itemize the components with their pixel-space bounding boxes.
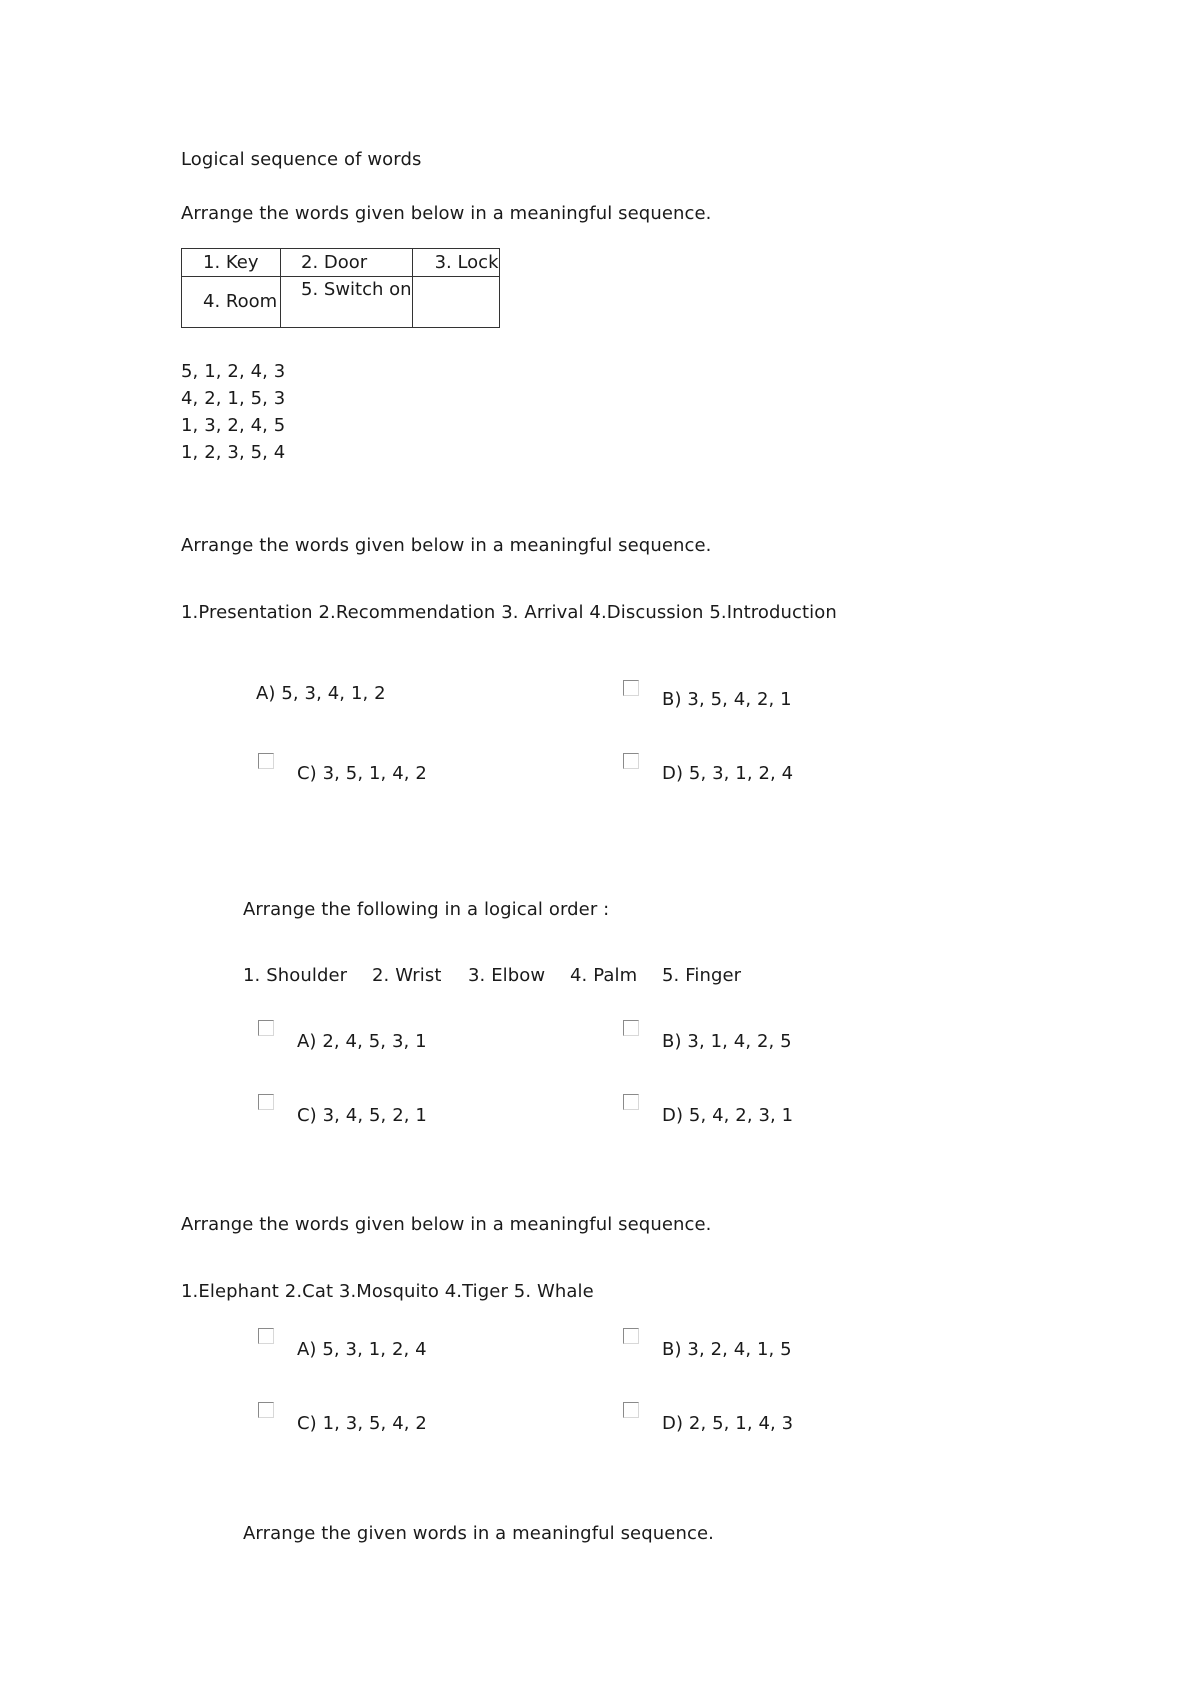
q3-option-c-checkbox[interactable] (258, 1094, 274, 1110)
q4-option-b-checkbox[interactable] (623, 1328, 639, 1344)
q1-option-2: 4, 2, 1, 5, 3 (181, 388, 286, 409)
q4-word-list: 1.Elephant 2.Cat 3.Mosquito 4.Tiger 5. Whale (181, 1281, 594, 1302)
q1-word-door: 2. Door (281, 249, 413, 277)
q1-option-1: 5, 1, 2, 4, 3 (181, 361, 286, 382)
q2-word-list: 1.Presentation 2.Recommendation 3. Arrival 4.Discussion 5.Introduction (181, 602, 837, 623)
q2-instruction: Arrange the words given below in a meaningful sequence. (181, 535, 712, 556)
q1-word-lock: 3. Lock (412, 249, 499, 277)
q2-option-d-checkbox[interactable] (623, 753, 639, 769)
q2-option-c-label: C) 3, 5, 1, 4, 2 (297, 763, 427, 784)
q3-word-finger: 5. Finger (662, 965, 742, 986)
q3-word-wrist: 2. Wrist (372, 965, 442, 986)
q1-word-key: 1. Key (182, 249, 281, 277)
q4-option-d-label: D) 2, 5, 1, 4, 3 (662, 1413, 794, 1434)
q1-word-room: 4. Room (182, 277, 281, 328)
q1-instruction: Arrange the words given below in a meaningful sequence. (181, 203, 712, 224)
q3-word-elbow: 3. Elbow (468, 965, 546, 986)
q3-option-a-checkbox[interactable] (258, 1020, 274, 1036)
q1-option-3: 1, 3, 2, 4, 5 (181, 415, 286, 436)
q3-option-b-checkbox[interactable] (623, 1020, 639, 1036)
q3-option-d-checkbox[interactable] (623, 1094, 639, 1110)
q4-instruction: Arrange the words given below in a meaningful sequence. (181, 1214, 712, 1235)
q2-option-a-label: A) 5, 3, 4, 1, 2 (256, 683, 386, 704)
q2-option-d-label: D) 5, 3, 1, 2, 4 (662, 763, 794, 784)
q3-option-a-label: A) 2, 4, 5, 3, 1 (297, 1031, 427, 1052)
q1-empty-cell (412, 277, 499, 328)
q5-instruction: Arrange the given words in a meaningful sequence. (243, 1523, 714, 1544)
q4-option-a-label: A) 5, 3, 1, 2, 4 (297, 1339, 427, 1360)
page-title: Logical sequence of words (181, 149, 422, 170)
q4-option-c-label: C) 1, 3, 5, 4, 2 (297, 1413, 427, 1434)
q4-option-c-checkbox[interactable] (258, 1402, 274, 1418)
q3-option-b-label: B) 3, 1, 4, 2, 5 (662, 1031, 792, 1052)
q2-option-c-checkbox[interactable] (258, 753, 274, 769)
q4-option-a-checkbox[interactable] (258, 1328, 274, 1344)
q3-word-shoulder: 1. Shoulder (243, 965, 348, 986)
q1-word-switch-on: 5. Switch on (281, 277, 413, 328)
q2-option-b-checkbox[interactable] (623, 680, 639, 696)
q3-option-c-label: C) 3, 4, 5, 2, 1 (297, 1105, 427, 1126)
q4-option-d-checkbox[interactable] (623, 1402, 639, 1418)
q1-word-table (181, 248, 500, 328)
q1-option-4: 1, 2, 3, 5, 4 (181, 442, 286, 463)
q2-option-b-label: B) 3, 5, 4, 2, 1 (662, 689, 792, 710)
q3-instruction: Arrange the following in a logical order : (243, 899, 610, 920)
q4-option-b-label: B) 3, 2, 4, 1, 5 (662, 1339, 792, 1360)
q3-word-palm: 4. Palm (570, 965, 638, 986)
q3-option-d-label: D) 5, 4, 2, 3, 1 (662, 1105, 794, 1126)
